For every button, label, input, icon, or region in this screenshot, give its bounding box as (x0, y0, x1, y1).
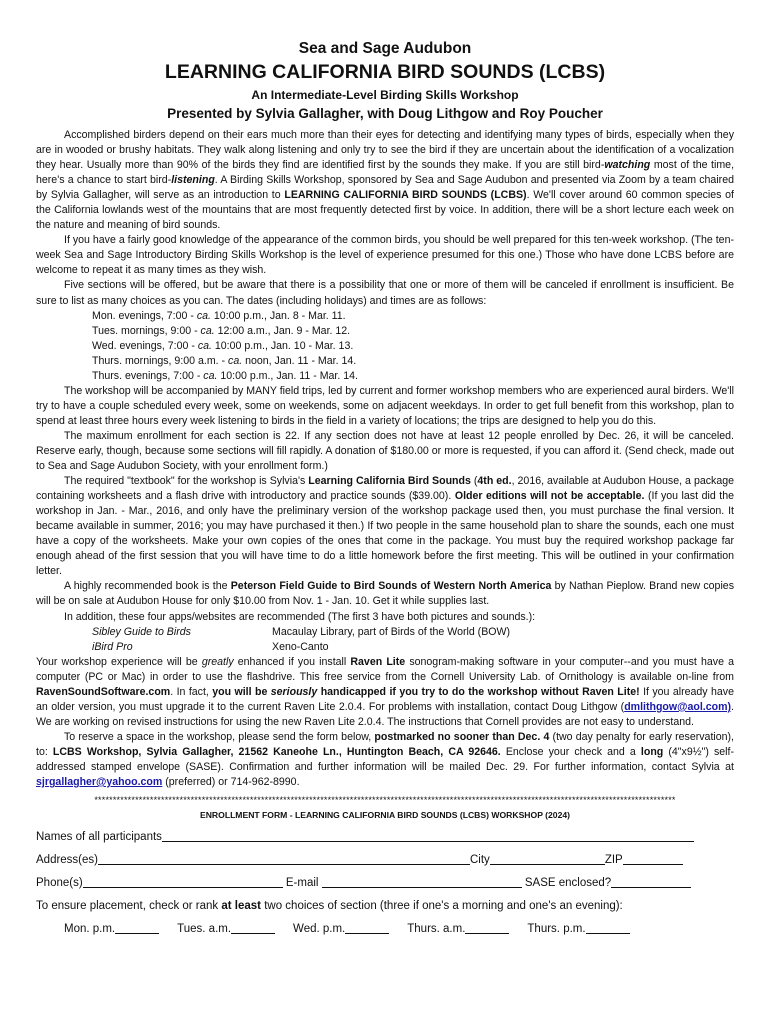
choice-thurs-am[interactable]: Thurs. a.m. (407, 918, 509, 941)
phone-field[interactable] (83, 873, 283, 888)
sase-label: SASE enclosed? (524, 877, 612, 890)
city-field[interactable] (490, 850, 605, 865)
address-label: Address(es) (36, 854, 98, 867)
doug-email-link[interactable]: dmlithgow@aol.com) (624, 700, 732, 713)
flyer-page (36, 40, 734, 941)
zip-label: ZIP (604, 854, 623, 867)
separator-line: ************************************************************************************************************************************************************* (94, 795, 676, 806)
app-item: Macaulay Library, part of Birds of the World (BOW) (272, 625, 511, 638)
schedule-list (92, 309, 734, 384)
schedule-item: Thurs. evenings, 7:00 - ca. 10:00 p.m., Jan. 11 - Mar. 14. (92, 369, 358, 382)
address-row (36, 849, 734, 872)
workshop-title: LEARNING CALIFORNIA BIRD SOUNDS (LCBS) (164, 61, 606, 83)
raven-paragraph: Your workshop experience will be greatly enhanced if you install Raven Lite sonogram-making software in your computer--and you must have a computer (PC or Mac) in order to use the flashdrive. This free service from the Cornell University Lab. of Ornithology is available on-line from RavenSoundSoftware.com. In fact, you will be seriously handicapped if you try to do the workshop without Raven Lite! If you already have an older version, you must upgrade it to the current Raven Lite 2.0.4. For problems with installation, contact Doug Lithgow (dmlithgow@aol.com). We are working on revised instructions for using the new Raven Lite 2.0.4. The instructions that Cornell provides are not easy to understand. (36, 655, 735, 728)
names-field[interactable] (162, 827, 694, 842)
phone-row (36, 872, 734, 895)
reserve-paragraph: To reserve a space in the workshop, please send the form below, postmarked no sooner than Dec. 4 (two day penalty for early reservation), to: LCBS Workshop, Sylvia Gallagher, 21562 Kaneohe Ln., Huntington Beach, CA 92646. Enclose your check and a long (4"x9½") self-addressed stamped envelope (SASE). Confirmation and further information will be mailed Dec. 29. For further information, contact Sylvia at sjrgallagher@yahoo.com (preferred) or 714-962-8990. (36, 730, 734, 789)
schedule-item: Mon. evenings, 7:00 - ca. 10:00 p.m., Jan. 8 - Mar. 11. (92, 309, 346, 322)
phone-label: Phone(s) (36, 877, 83, 890)
workshop-subtitle: An Intermediate-Level Birding Skills Workshop (251, 88, 519, 102)
sections-paragraph: Five sections will be offered, but be aware that there is a possibility that one or more of them will be canceled if enrollment is insufficient. Be sure to list as many choices as you can. The dates (including holidays) and times are as follows: (36, 279, 734, 307)
flyer-body (36, 128, 734, 790)
apps-list (92, 625, 734, 655)
zip-field[interactable] (623, 850, 683, 865)
email-label: E-mail (285, 877, 319, 890)
org-name: Sea and Sage Audubon (298, 40, 472, 57)
app-item: iBird Pro (92, 640, 133, 653)
choice-wed-pm[interactable]: Wed. p.m. (293, 918, 389, 941)
presenters-line: Presented by Sylvia Gallagher, with Doug Lithgow and Roy Poucher (167, 106, 603, 121)
choice-tues-am[interactable]: Tues. a.m. (177, 918, 275, 941)
names-label: Names of all participants (36, 831, 162, 844)
choice-thurs-pm[interactable]: Thurs. p.m. (527, 918, 629, 941)
sase-field[interactable] (611, 873, 691, 888)
enrollment-form (36, 826, 734, 941)
section-choices (64, 918, 734, 941)
address-field[interactable] (98, 850, 470, 865)
choice-mon-pm[interactable]: Mon. p.m. (64, 918, 159, 941)
enrollment-paragraph: The maximum enrollment for each section is 22. If any section does not have at least 12 people enrolled by Dec. 26, it will be canceled. Reserve early, though, because some sections will fill rapidly. A donation of $180.00 or more is requested, if you can afford it. (Send check, made out to Sea and Sage Audubon Society, with your enrollment form.) (36, 429, 734, 473)
form-title: ENROLLMENT FORM - LEARNING CALIFORNIA BIRD SOUNDS (LCBS) WORKSHOP (2024) (199, 810, 570, 821)
app-item: Xeno-Canto (272, 640, 329, 653)
schedule-item: Tues. mornings, 9:00 - ca. 12:00 a.m., Jan. 9 - Mar. 12. (92, 324, 351, 337)
app-item: Sibley Guide to Birds (92, 625, 191, 638)
schedule-item: Thurs. mornings, 9:00 a.m. - ca. noon, Jan. 11 - Mar. 14. (92, 354, 357, 367)
intro-paragraph: Accomplished birders depend on their ears much more than their eyes for detecting and identifying many types of birds, especially when they are in wooded or brushy habitats. They walk along listening and only try to see the bird if they are uncertain about the identification of a vocalization they hear. Usually more than 90% of the birds they find are identified first by the sounds they make. If you are still bird-watching most of the time, here's a chance to start bird-listening. A Birding Skills Workshop, sponsored by Sea and Sage Audubon and presented via Zoom by a team chaired by Sylvia Gallagher, will serve as an introduction to LEARNING CALIFORNIA BIRD SOUNDS (LCBS). We'll cover around 60 common species of the California lowlands west of the mountains that are most frequently detected first by voice. In addition, there will be a short lecture each week on the nature and meaning of bird sounds. (36, 129, 735, 232)
prerequisite-paragraph: If you have a fairly good knowledge of the appearance of the common birds, you should be well prepared for this ten-week workshop. (The ten-week Sea and Sage Introductory Birding Skills Workshop is the level of experience presumed for this one.) Those who have done LCBS before are welcome to repeat it as many times as they wish. (36, 234, 734, 277)
schedule-item: Wed. evenings, 7:00 - ca. 10:00 p.m., Jan. 10 - Mar. 13. (92, 339, 354, 352)
names-row (36, 826, 734, 849)
field-trips-paragraph: The workshop will be accompanied by MANY field trips, led by current and former workshop members who are experienced aural birders. We'll try to have a couple scheduled every week, some on weekends, some on adjacent weekdays. In order to get full benefit from this workshop, plan to spend at least three hours every week listening to birds in the field in a variety of locations; the trips are designed to help you do this. (36, 384, 734, 427)
apps-paragraph: In addition, these four apps/websites are recommended (The first 3 have both pictures and sounds.): (64, 610, 536, 623)
sylvia-email-link[interactable]: sjrgallagher@yahoo.com (36, 776, 163, 789)
instruction-row: To ensure placement, check or rank at least two choices of section (three if one's a morning and one's an evening): (36, 900, 623, 913)
email-field[interactable] (322, 873, 522, 888)
city-label: City (470, 854, 490, 867)
field-guide-paragraph: A highly recommended book is the Peterson Field Guide to Bird Sounds of Western North America by Nathan Pieplow. Brand new copies will be on sale at Audubon House for only $10.00 from Nov. 1 - Jan. 10. Get it while supplies last. (36, 580, 734, 608)
textbook-paragraph: The required "textbook" for the workshop is Sylvia's Learning California Bird Sounds (4th ed., 2016, available at Audubon House, a package containing worksheets and a flash drive with introductory and practice sounds ($39.00). Older editions will not be acceptable. (If you last did the workshop in Jan. - Mar., 2016, and only have the preliminary version of the workshop package used then, you must purchase the final version. It became available in summer, 2016; you may have purchased it then.) If two people in the same household plan to share the sounds, each one must have a copy of the worksheets. Make your own copies of the ones that come in the package. You must buy the required workshop package far enough ahead of the first session that you will have time to do a little homework before the first meeting. This will be outlined in your confirmation letter. (36, 475, 734, 578)
